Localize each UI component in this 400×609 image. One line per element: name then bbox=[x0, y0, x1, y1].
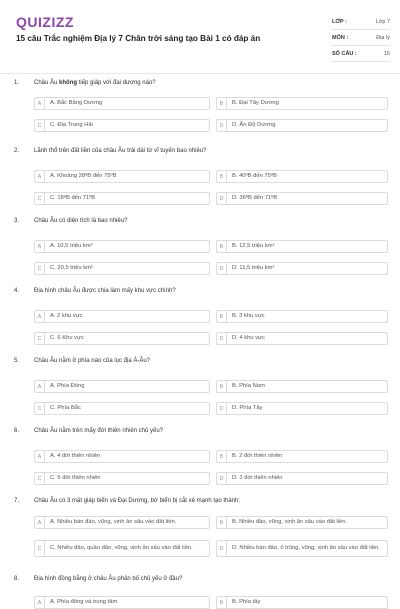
option-text: C. Nhiều đảo, quần đảo, vũng, vịnh ăn sâu vào đất liền. bbox=[50, 545, 193, 552]
quizizz-logo: QUIZIZZ bbox=[16, 14, 74, 30]
option-letter: C bbox=[35, 263, 45, 274]
option-text: B. 3 khu vực bbox=[232, 313, 265, 320]
option-letter: D bbox=[217, 473, 227, 484]
option-text: B. Phía Nam bbox=[232, 383, 265, 390]
question-text bbox=[34, 498, 240, 504]
option-text: C. Địa Trung Hải bbox=[50, 122, 93, 129]
answer-option-d[interactable] bbox=[216, 119, 388, 132]
question-heading bbox=[14, 358, 150, 364]
question-text-part: Lãnh thổ trên đất liền của châu Âu trải dài từ vĩ tuyến bao nhiêu? bbox=[34, 148, 207, 154]
question-heading bbox=[14, 576, 182, 582]
question-text-part: Châu Âu có 3 mặt giáp biển và Đại Dương, bờ biển bị cắt xẻ mạnh tạo thành: bbox=[34, 498, 241, 504]
option-text: B. 2 đới thiên nhiên bbox=[232, 453, 283, 460]
answer-option-d[interactable] bbox=[216, 332, 388, 345]
question-text-part: Châu Âu bbox=[34, 80, 60, 86]
answer-option-b[interactable] bbox=[216, 310, 388, 323]
answer-option-b[interactable] bbox=[216, 170, 388, 183]
option-text: C. 5 đới thiên nhiên bbox=[50, 475, 101, 482]
question-text-part: Châu Âu có diện tích là bao nhiêu? bbox=[34, 218, 128, 224]
option-letter: A bbox=[35, 381, 45, 392]
option-letter: D bbox=[217, 541, 227, 556]
question-heading bbox=[14, 148, 206, 154]
option-text: A. 4 đới thiên nhiên bbox=[50, 453, 101, 460]
meta-value: 15 bbox=[383, 50, 390, 57]
option-text: B. Nhiều đảo, vũng, vịnh ăn sâu vào đất liền. bbox=[232, 519, 348, 526]
answer-option-b[interactable] bbox=[216, 380, 388, 393]
option-letter: B bbox=[217, 517, 227, 528]
option-text: B. 12,5 triệu km² bbox=[232, 243, 275, 250]
answer-option-c[interactable] bbox=[34, 119, 210, 132]
option-text: C. Phía Bắc bbox=[50, 405, 81, 412]
answer-option-a[interactable] bbox=[34, 97, 210, 110]
answer-option-a[interactable] bbox=[34, 170, 210, 183]
option-text: D. Ấn Độ Dương bbox=[232, 122, 276, 129]
option-letter: A bbox=[35, 241, 45, 252]
question-text bbox=[34, 288, 176, 294]
question-number: 7. bbox=[14, 498, 20, 504]
meta-label: SỐ CÂU : bbox=[332, 50, 357, 57]
question-text-part: Địa hình đồng bằng ở châu Âu phân bố chủ yếu ở đâu? bbox=[34, 576, 183, 582]
answer-option-d[interactable] bbox=[216, 192, 388, 205]
question-number: 8. bbox=[14, 576, 20, 582]
option-letter: D bbox=[217, 120, 227, 131]
question-number: 2. bbox=[14, 148, 20, 154]
question-number: 5. bbox=[14, 358, 20, 364]
answer-option-a[interactable] bbox=[34, 596, 210, 609]
option-letter: A bbox=[35, 171, 45, 182]
answer-option-d[interactable] bbox=[216, 262, 388, 275]
option-letter: B bbox=[217, 311, 227, 322]
answer-option-b[interactable] bbox=[216, 97, 388, 110]
answer-option-c[interactable] bbox=[34, 402, 210, 415]
option-text: B. Phía tây bbox=[232, 599, 261, 606]
option-letter: A bbox=[35, 98, 45, 109]
option-text: C. 18ºB đến 71ºB bbox=[50, 195, 96, 202]
question-text-part: Địa hình châu Âu được chia làm mấy khu vực chính? bbox=[34, 288, 176, 294]
question-heading bbox=[14, 218, 127, 224]
answer-option-b[interactable] bbox=[216, 516, 388, 529]
answer-option-c[interactable] bbox=[34, 262, 210, 275]
question-number: 4. bbox=[14, 288, 20, 294]
answer-option-b[interactable] bbox=[216, 450, 388, 463]
question-text-part: tiếp giáp với đại dương nào? bbox=[77, 80, 156, 86]
option-text: A. Bắc Băng Dương bbox=[50, 100, 103, 107]
question-number: 3. bbox=[14, 218, 20, 224]
answer-option-a[interactable] bbox=[34, 240, 210, 253]
option-letter: C bbox=[35, 120, 45, 131]
question-text bbox=[34, 576, 182, 582]
option-text: C. 20,5 triệu km² bbox=[50, 265, 93, 272]
answer-option-a[interactable] bbox=[34, 450, 210, 463]
option-text: B. Đại Tây Dương bbox=[232, 100, 279, 107]
option-text: D. Phía Tây bbox=[232, 405, 263, 412]
question-heading bbox=[14, 80, 156, 86]
question-text bbox=[34, 428, 163, 434]
option-letter: C bbox=[35, 333, 45, 344]
option-text: D. 3 đới thiên nhiên bbox=[232, 475, 283, 482]
answer-option-d[interactable] bbox=[216, 472, 388, 485]
option-text: C. 6 Khu vực bbox=[50, 335, 84, 342]
worksheet-meta bbox=[332, 14, 390, 62]
answer-option-a[interactable] bbox=[34, 516, 210, 529]
answer-option-b[interactable] bbox=[216, 240, 388, 253]
option-letter: C bbox=[35, 541, 45, 556]
meta-row-count bbox=[332, 46, 390, 62]
option-text: A. Phía Đông bbox=[50, 383, 85, 390]
option-text: A. 2 khu vực bbox=[50, 313, 83, 320]
answer-option-c[interactable] bbox=[34, 192, 210, 205]
answer-option-c[interactable] bbox=[34, 540, 210, 557]
meta-value: Địa lý bbox=[376, 34, 390, 41]
option-letter: B bbox=[217, 241, 227, 252]
worksheet-title: 15 câu Trắc nghiệm Địa lý 7 Chân trời sáng tạo Bài 1 có đáp án bbox=[16, 34, 261, 43]
option-letter: C bbox=[35, 403, 45, 414]
meta-value: Lớp 7 bbox=[375, 18, 390, 25]
answer-option-b[interactable] bbox=[216, 596, 388, 609]
option-text: A. Phía đông và trung tâm bbox=[50, 599, 118, 606]
option-letter: D bbox=[217, 263, 227, 274]
option-letter: D bbox=[217, 333, 227, 344]
option-text: D. 36ºB đến 71ºB bbox=[232, 195, 278, 202]
question-heading bbox=[14, 498, 240, 504]
question-text-emphasis: không bbox=[59, 80, 78, 86]
option-text: A. Khoảng 28ºB đến 75ºB bbox=[50, 173, 117, 180]
option-letter: B bbox=[217, 597, 227, 608]
option-letter: D bbox=[217, 193, 227, 204]
question-number: 1. bbox=[14, 80, 20, 86]
option-letter: C bbox=[35, 193, 45, 204]
option-letter: A bbox=[35, 451, 45, 462]
answer-option-c[interactable] bbox=[34, 332, 210, 345]
option-letter: B bbox=[217, 451, 227, 462]
meta-label: MÔN : bbox=[332, 34, 349, 41]
option-text: D. Nhiều bán đảo, ô trũng, vũng, vịnh ăn sâu vào đất liền. bbox=[232, 545, 380, 552]
option-letter: B bbox=[217, 98, 227, 109]
option-letter: A bbox=[35, 597, 45, 608]
option-letter: D bbox=[217, 403, 227, 414]
question-text bbox=[34, 358, 150, 364]
meta-row-subject bbox=[332, 30, 390, 46]
answer-option-d[interactable] bbox=[216, 540, 388, 557]
question-number: 6. bbox=[14, 428, 20, 434]
answer-option-a[interactable] bbox=[34, 310, 210, 323]
answer-option-d[interactable] bbox=[216, 402, 388, 415]
option-text: D. 4 khu vực bbox=[232, 335, 265, 342]
option-text: B. 40ºB đến 75ºB bbox=[232, 173, 277, 180]
meta-row-class bbox=[332, 14, 390, 30]
option-letter: C bbox=[35, 473, 45, 484]
question-text-part: Châu Âu nằm trên mấy đới thiên nhiên chủ yếu? bbox=[34, 428, 164, 434]
option-text: A. 10,5 triệu km² bbox=[50, 243, 93, 250]
option-text: A. Nhiều bán đảo, vũng, vịnh ăn sâu vào đất liền. bbox=[50, 519, 177, 526]
question-text bbox=[34, 148, 206, 154]
option-letter: A bbox=[35, 311, 45, 322]
question-text bbox=[34, 218, 127, 224]
option-letter: A bbox=[35, 517, 45, 528]
question-text bbox=[34, 80, 156, 86]
meta-label: LỚP : bbox=[332, 18, 347, 25]
worksheet-header bbox=[0, 0, 400, 64]
option-letter: B bbox=[217, 381, 227, 392]
answer-option-a[interactable] bbox=[34, 380, 210, 393]
answer-option-c[interactable] bbox=[34, 472, 210, 485]
option-letter: B bbox=[217, 171, 227, 182]
question-text-part: Châu Âu nằm ở phía nào của lục địa Á-Âu? bbox=[34, 358, 151, 364]
header-divider bbox=[0, 73, 400, 74]
question-heading bbox=[14, 288, 176, 294]
question-heading bbox=[14, 428, 163, 434]
option-text: D. 11,5 triệu km² bbox=[232, 265, 275, 272]
